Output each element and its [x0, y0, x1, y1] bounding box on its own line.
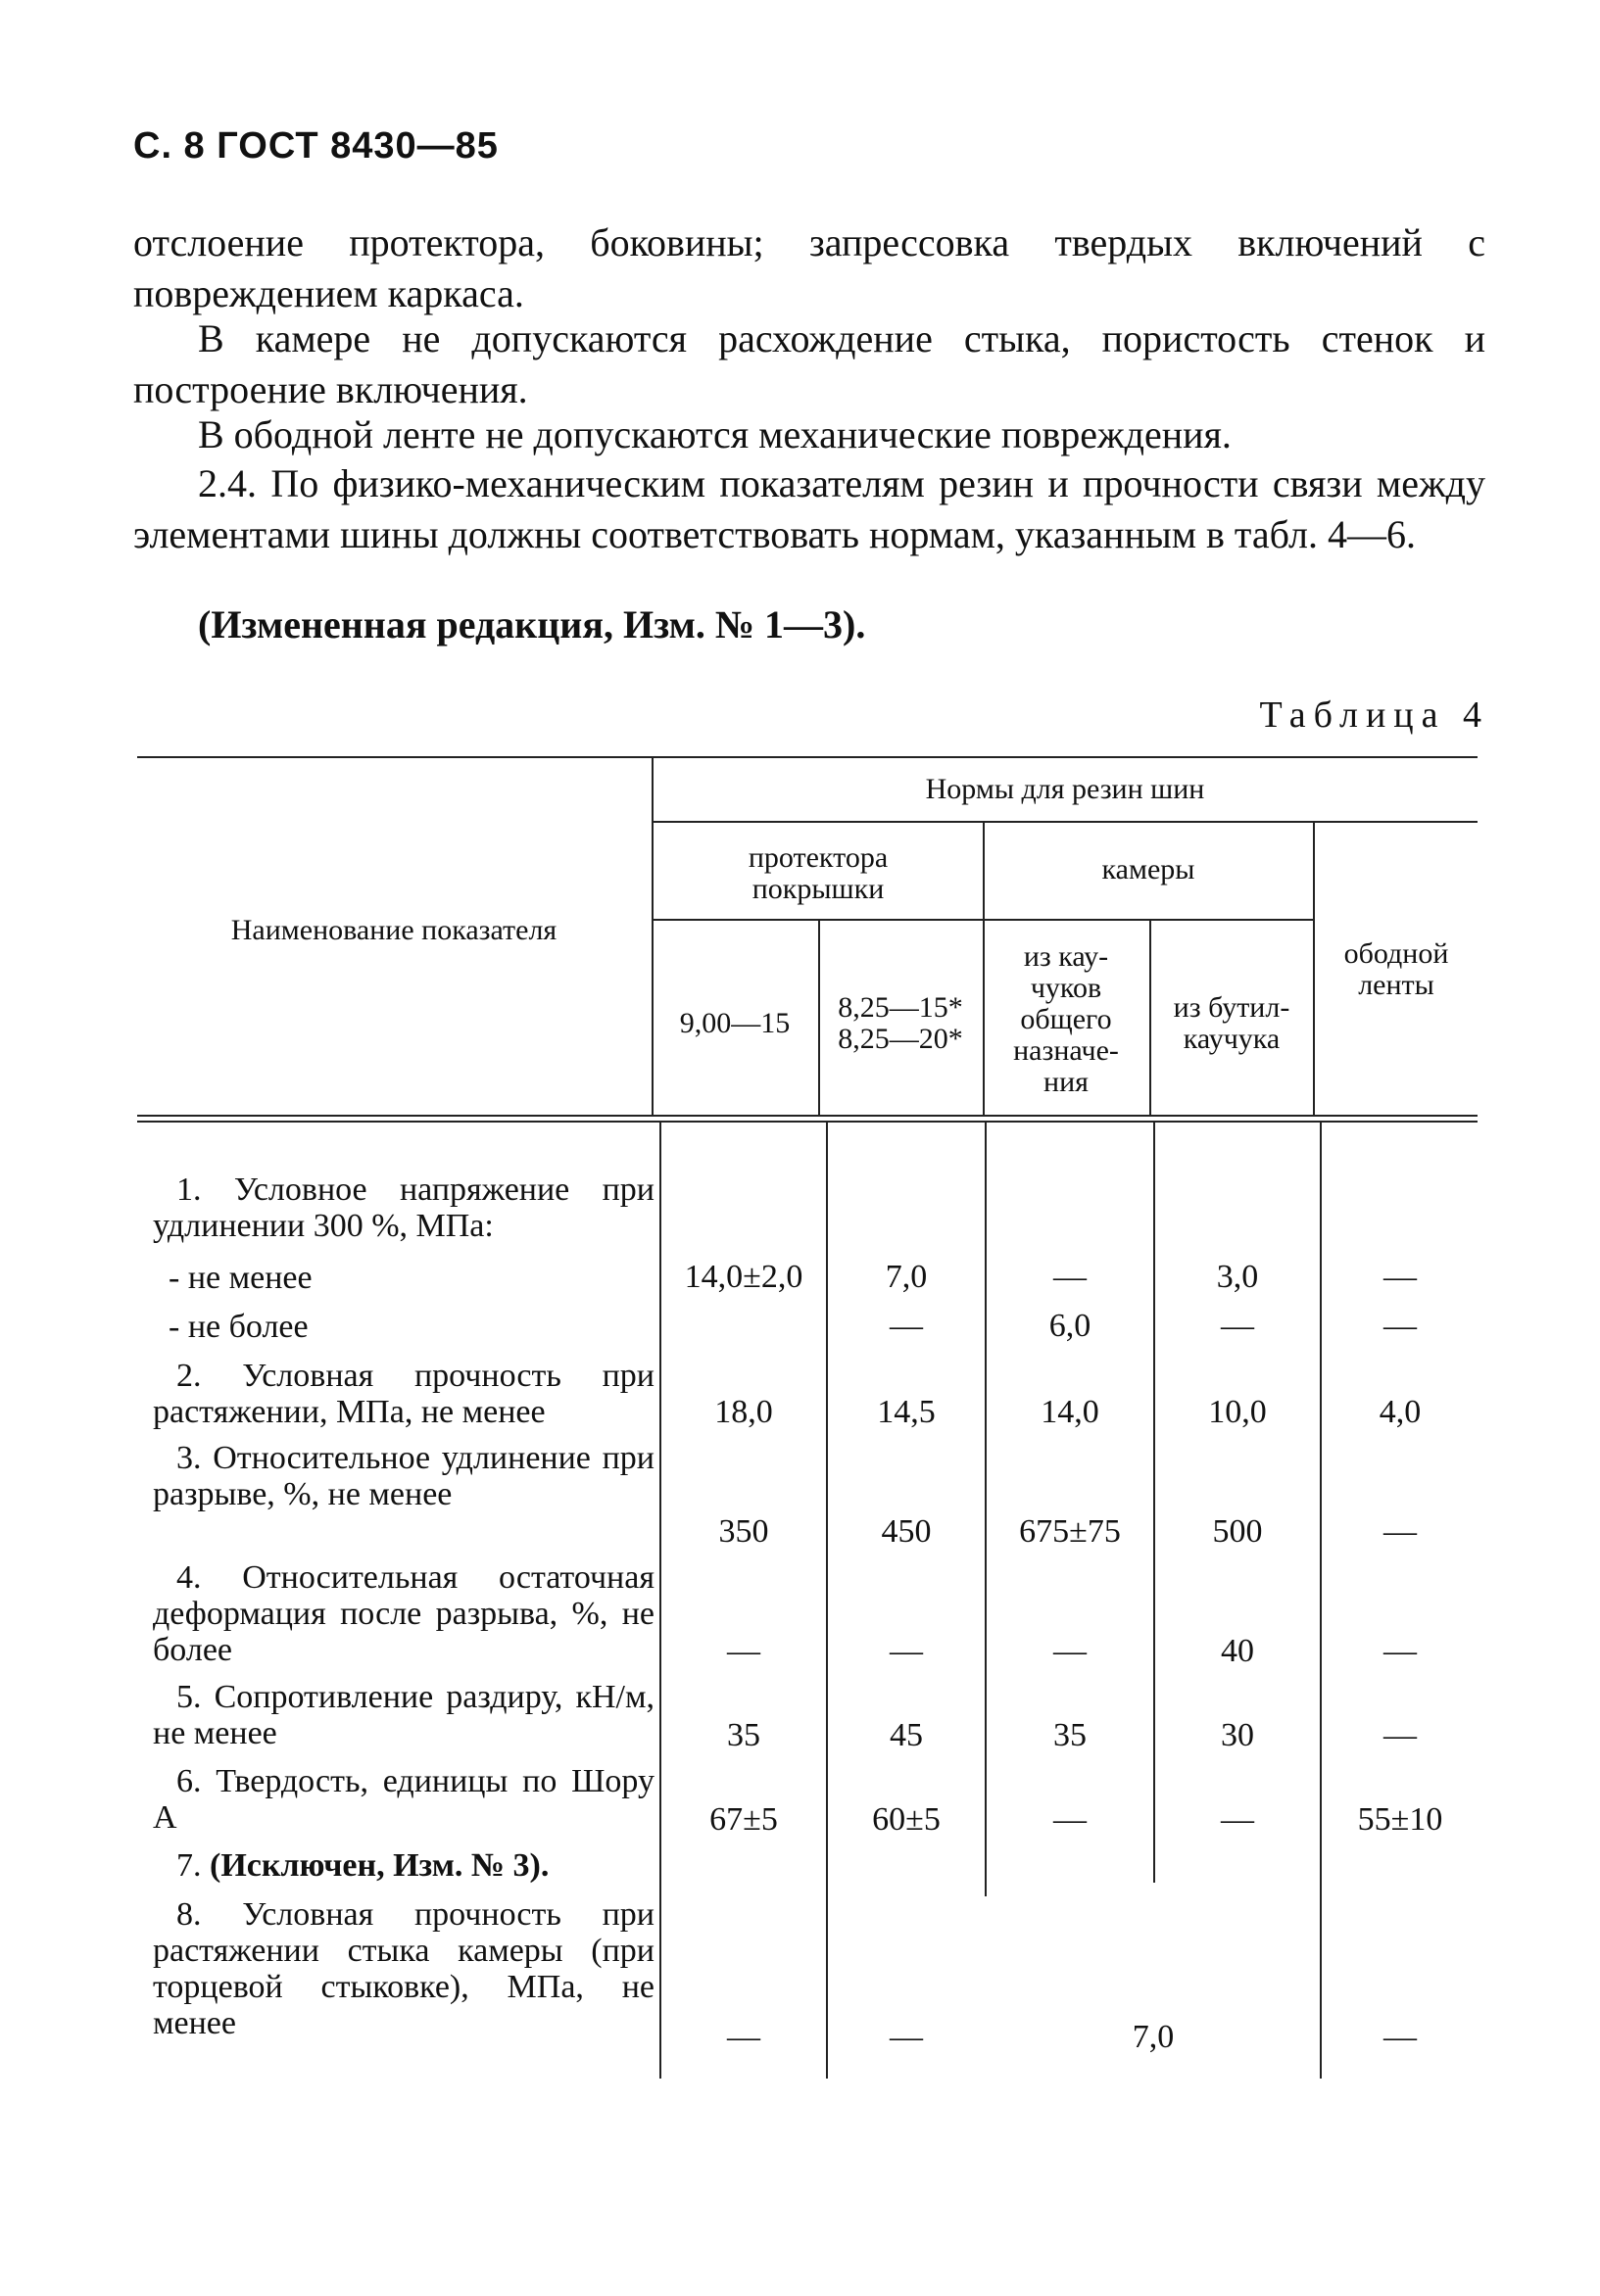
col-tread-2: 8,25—15* 8,25—20* — [838, 991, 963, 1055]
row-4-tread-2: — — [890, 1633, 923, 1669]
paragraph-2: В камере не допускаются расхождение стыка, пористость стенок и построение включения. — [133, 316, 1485, 411]
row-4-label: 4. Относительная остаточная деформация после разрыва, %, не более — [153, 1559, 655, 1668]
row-1a-tread-1: 14,0±2,0 — [684, 1259, 803, 1295]
row-7-prefix: 7. — [176, 1847, 210, 1884]
header-bottom-line-2 — [137, 1121, 1478, 1123]
row-6-label: 6. Твердость, единицы по Шору А — [153, 1763, 655, 1836]
row-3-rim: — — [1383, 1513, 1417, 1550]
row-1b-tube-1: 6,0 — [1048, 1308, 1091, 1344]
vline-body-rim — [1320, 1123, 1322, 2079]
row-1b-rim: — — [1383, 1308, 1417, 1344]
row-8-tread-2: — — [890, 2019, 923, 2055]
row-1b-tube-2: — — [1221, 1308, 1254, 1344]
row-2-tread-2: 14,5 — [877, 1394, 936, 1430]
header-norms: Нормы для резин шин — [925, 773, 1205, 805]
row-3-label: 3. Относительное удлинение при разрыве, %, не менее — [153, 1440, 655, 1512]
header-indicator-name: Наименование показателя — [230, 914, 558, 946]
row-3-tube-2: 500 — [1212, 1513, 1263, 1550]
paragraph-1: отслоение протектора, боковины; запрессовка твердых включений с повреждением каркаса. — [133, 220, 1485, 315]
header-rim: ободной ленты — [1343, 937, 1449, 1001]
row-1a-rim: — — [1383, 1259, 1417, 1295]
row-5-tube-1: 35 — [1053, 1717, 1087, 1753]
paragraph-3: В ободной ленте не допускаются механические повреждения. — [198, 412, 1232, 456]
row-6-tube-2: — — [1221, 1801, 1254, 1838]
row-5-tube-2: 30 — [1221, 1717, 1254, 1753]
row-7-excluded: (Исключен, Изм. № 3). — [210, 1847, 550, 1884]
vline-body-tube-2 — [1153, 1123, 1155, 1883]
col-tube-1: из кау-чуков общего назначе-ния — [1013, 940, 1119, 1098]
subgroup-divider — [653, 919, 1313, 921]
row-1b-tread-2: — — [890, 1308, 923, 1344]
row-5-tread-2: 45 — [890, 1717, 923, 1753]
table-top-border — [137, 756, 1478, 758]
row-1-label: 1. Условное напряжение при удлинении 300 %, МПа: — [153, 1172, 655, 1244]
row-4-rim: — — [1383, 1633, 1417, 1669]
vline-body-tread — [826, 1123, 828, 2079]
row-8-rim: — — [1383, 2019, 1417, 2055]
header-tube: камеры — [1101, 853, 1195, 885]
amendment-note: (Измененная редакция, Изм. № 1—3). — [198, 602, 866, 646]
vline-name — [652, 756, 654, 1117]
vline-tread — [818, 919, 820, 1117]
row-2-tube-1: 14,0 — [1041, 1394, 1099, 1430]
row-6-tread-2: 60±5 — [872, 1801, 941, 1838]
row-1b-label: - не более — [169, 1309, 309, 1345]
row-5-tread-1: 35 — [727, 1717, 760, 1753]
row-3-tread-1: 350 — [718, 1513, 769, 1550]
row-1a-tread-2: 7,0 — [885, 1259, 928, 1295]
row-2-rim: 4,0 — [1379, 1394, 1422, 1430]
row-8-tube-merged: 7,0 — [1132, 2019, 1175, 2055]
row-6-tube-1: — — [1053, 1801, 1087, 1838]
row-8-tread-1: — — [727, 2019, 760, 2055]
row-2-label: 2. Условная прочность при растяжении, МПа, не менее — [153, 1358, 655, 1430]
vline-rim — [1313, 821, 1315, 1117]
table-caption: Таблица 4 — [1259, 694, 1489, 736]
row-2-tread-1: 18,0 — [714, 1394, 773, 1430]
row-4-tread-1: — — [727, 1633, 760, 1669]
row-3-tread-2: 450 — [881, 1513, 932, 1550]
col-tread-1: 9,00—15 — [679, 1007, 791, 1039]
header-bottom-line-1 — [137, 1115, 1478, 1117]
col-tube-2: из бутил-каучука — [1173, 991, 1290, 1055]
row-4-tube-2: 40 — [1221, 1633, 1254, 1669]
row-5-label: 5. Сопротивление раздиру, кН/м, не менее — [153, 1679, 655, 1751]
row-6-tread-1: 67±5 — [709, 1801, 778, 1838]
norms-divider — [653, 821, 1478, 823]
header-tread: протектора покрышки — [748, 841, 889, 905]
paragraph-4: 2.4. По физико-механическим показателям резин и прочности связи между элементами шины должны соответствовать нормам, указанным в табл. 4—6. — [133, 461, 1485, 556]
row-5-rim: — — [1383, 1717, 1417, 1753]
vline-body-name — [659, 1123, 661, 2079]
row-1a-tube-1: — — [1053, 1259, 1087, 1295]
row-7-label — [153, 1847, 655, 1884]
vline-tube — [983, 821, 985, 1117]
row-1a-label: - не менее — [169, 1260, 313, 1296]
row-2-tube-2: 10,0 — [1208, 1394, 1267, 1430]
vline-body-tube — [985, 1123, 987, 1896]
vline-tube-2 — [1149, 919, 1151, 1117]
row-4-tube-1: — — [1053, 1633, 1087, 1669]
row-1a-tube-2: 3,0 — [1216, 1259, 1259, 1295]
row-3-tube-1: 675±75 — [1019, 1513, 1121, 1550]
page-header: С. 8 ГОСТ 8430—85 — [133, 125, 499, 167]
row-6-rim: 55±10 — [1357, 1801, 1443, 1838]
row-8-label: 8. Условная прочность при растяжении стыка камеры (при торцевой стыковке), МПа, не менее — [153, 1896, 655, 2041]
